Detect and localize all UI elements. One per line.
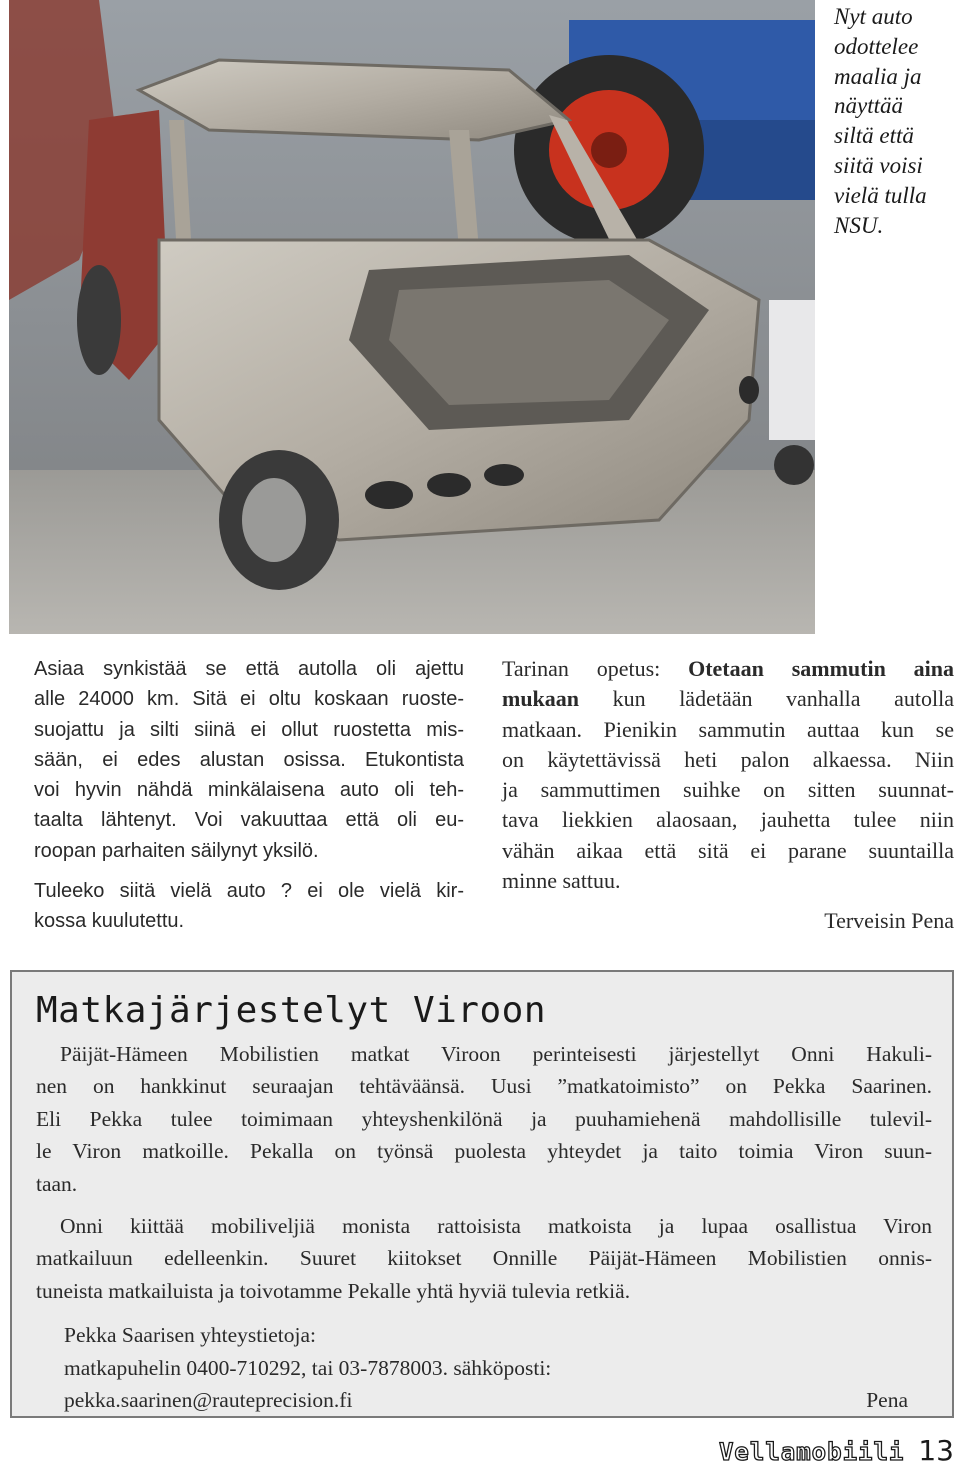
text-line: nen on hankkinut seuraajan tehtäväänsä. Uusi ”matkatoimisto” on Pekka Saarinen.	[36, 1074, 932, 1099]
text-line: on käytettävissä heti palon alkaessa. Niin	[502, 746, 954, 772]
text-line: Onni kiittää mobiliveljiä monista rattoisista matkoista ja lupaa osallistua Viron	[60, 1214, 932, 1239]
text-line	[502, 684, 954, 714]
magazine-brand: Vellamobiili	[718, 1438, 905, 1466]
text-line: kossa kuulutettu.	[34, 910, 185, 933]
text-line: taalta lähtenyt. Voi vakuuttaa että oli eu-	[34, 809, 464, 832]
contact-heading: Pekka Saarisen yhteystietoja:	[64, 1323, 316, 1348]
text-line: taan.	[36, 1171, 78, 1196]
text-line: suojattu ja silti siinä ei ollut ruostetta mis-	[34, 718, 464, 741]
car-body-photo-illustration	[9, 0, 815, 634]
caption-line: siitä voisi	[834, 152, 923, 178]
text-line: alle 24000 km. Sitä ei oltu koskaan ruoste-	[34, 688, 464, 711]
caption-line: maalia ja	[834, 63, 922, 89]
contact-phone: matkapuhelin 0400-710292, tai 03-7878003. sähköposti:	[64, 1355, 552, 1380]
photo-caption	[834, 2, 954, 240]
caption-line: siltä että	[834, 123, 914, 149]
page-number: 13	[918, 1434, 954, 1467]
text-line	[502, 654, 954, 684]
lesson-emphasis: Otetaan sammutin aina	[688, 656, 954, 681]
lesson-label: Tarinan opetus:	[502, 656, 689, 681]
text-line: roopan parhaiten säilynyt yksilö.	[34, 839, 319, 862]
text-line: Tuleeko siitä vielä auto ? ei ole vielä kir-	[34, 880, 464, 903]
text-line: sään, ei edes alustan osissa. Etukontista	[34, 748, 464, 771]
contact-info	[36, 1319, 932, 1416]
text-fragment: kun lädetään vanhalla autolla	[579, 686, 954, 712]
text-line: Asiaa synkistää se että autolla oli ajettu	[34, 658, 464, 680]
lesson-emphasis: mukaan	[502, 686, 580, 712]
car-photo	[9, 0, 815, 634]
box-body	[36, 1038, 932, 1416]
caption-line: odottelee	[834, 33, 919, 59]
text-line: Päijät-Hämeen Mobilistien matkat Viroon perinteisesti järjestellyt Onni Hakuli-	[60, 1042, 932, 1066]
text-line: vähän aikaa että sitä ei parane suuntailla	[502, 837, 954, 863]
caption-line: vielä tulla	[834, 182, 927, 208]
page-footer	[719, 1434, 954, 1467]
right-column-text	[502, 654, 954, 937]
signature: Terveisin Pena	[824, 908, 954, 934]
travel-arrangements-box	[10, 970, 954, 1418]
text-line: tuneista matkailuista ja toivotamme Pekalle yhtä hyviä tulevia retkiä.	[36, 1278, 631, 1303]
text-line: Eli Pekka tulee toimimaan yhteyshenkilönä ja puuhamiehenä mahdollisille tulevil-	[36, 1106, 932, 1131]
contact-email[interactable]: pekka.saarinen@rauteprecision.fi	[64, 1388, 353, 1413]
text-line: matkailuun edelleenkin. Suuret kiitokset Onnille Päijät-Hämeen Mobilistien onnis-	[36, 1246, 932, 1271]
caption-line: näyttää	[834, 93, 903, 119]
text-line: le Viron matkoille. Pekalla on työnsä puolesta yhteydet ja taito toimia Viron suun-	[36, 1139, 932, 1164]
text-line: tava liekkien alaosaan, jauhetta tulee niin	[502, 807, 954, 833]
text-line: matkaan. Pienikin sammutin auttaa kun se	[502, 716, 954, 742]
box-title: Matkajärjestelyt Viroon	[36, 990, 546, 1031]
text-line: minne sattuu.	[502, 868, 621, 894]
caption-line: NSU.	[834, 212, 884, 238]
text-line: ja sammuttimen suihke on sitten suunnat-	[502, 777, 954, 803]
left-column-text	[34, 654, 464, 937]
text-line: voi hyvin nähdä minkälaisena auto oli teh-	[34, 779, 464, 802]
contact-last-line	[64, 1384, 932, 1416]
contact-signature: Pena	[866, 1388, 908, 1413]
caption-line: Nyt auto	[834, 4, 913, 29]
